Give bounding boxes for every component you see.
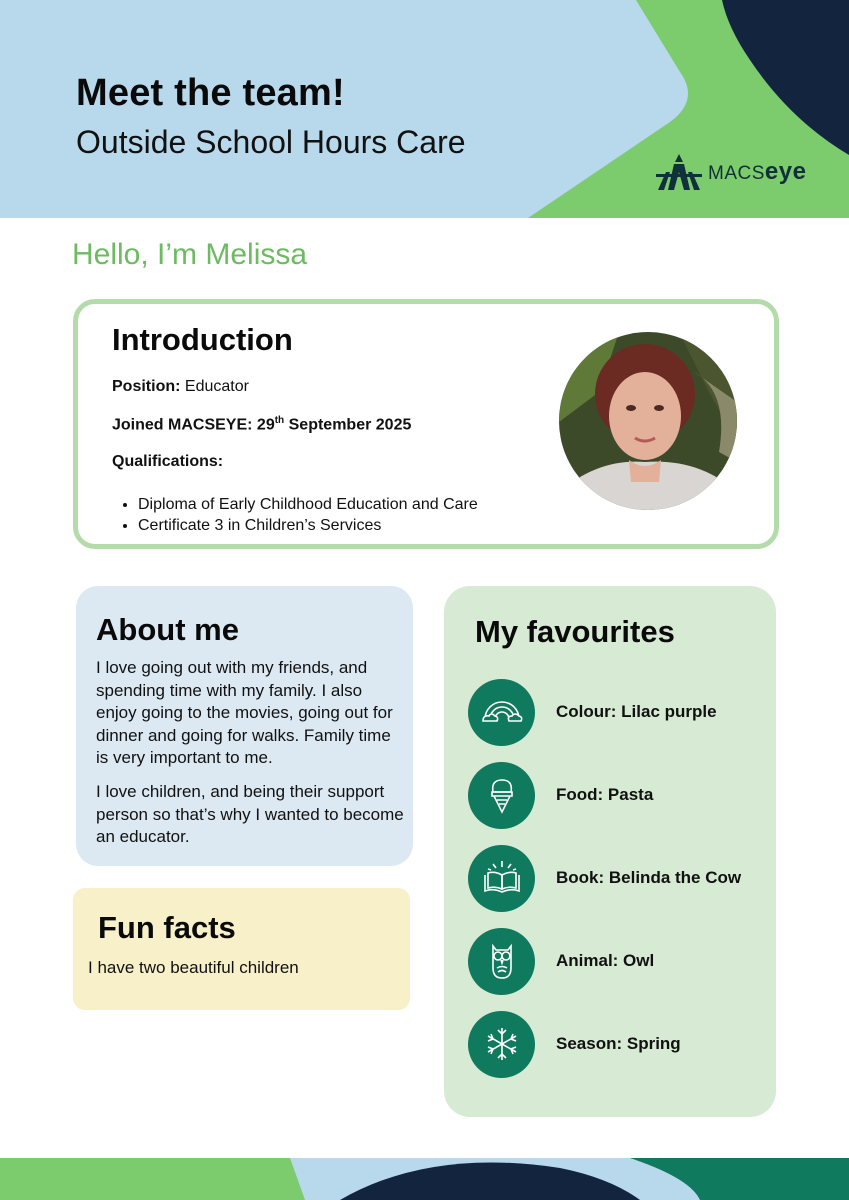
avatar	[559, 332, 737, 510]
page-title: Meet the team!	[76, 72, 345, 114]
footer-banner	[0, 1158, 849, 1200]
favourite-label: Food: Pasta	[556, 785, 654, 804]
joined-day: 29	[256, 416, 275, 434]
greeting: Hello, I’m Melissa	[72, 238, 308, 271]
favourites-card	[444, 586, 776, 1117]
favourite-book	[468, 844, 768, 912]
ice-cream-icon	[468, 762, 535, 829]
macseye-logo	[656, 154, 806, 190]
joined-suffix: th	[274, 415, 285, 426]
owl-icon	[468, 928, 535, 995]
favourite-colour	[468, 678, 768, 746]
introduction-card	[73, 299, 779, 549]
favourite-season	[468, 1010, 768, 1078]
about-me-heading: About me	[96, 612, 239, 647]
favourite-animal	[468, 927, 768, 995]
qualifications-list	[112, 494, 478, 536]
list-item: • Certificate 3 in Children’s Services	[138, 515, 478, 536]
open-book-icon	[468, 845, 535, 912]
position-value: Educator	[184, 378, 249, 395]
list-item: • Diploma of Early Childhood Education and Care	[138, 494, 478, 515]
favourite-label: Animal: Owl	[556, 951, 655, 970]
header-banner	[0, 0, 849, 218]
favourite-label: Book: Belinda the Cow	[556, 868, 742, 887]
position-row	[112, 378, 249, 396]
fun-facts-card	[73, 888, 410, 1010]
favourite-label: Colour: Lilac purple	[556, 702, 717, 721]
snowflake-icon	[468, 1011, 535, 1078]
about-paragraph: I love children, and being their support person so that’s why I wanted to become an educator.	[96, 782, 404, 846]
footer-decoration	[0, 1158, 849, 1200]
joined-label: Joined MACSEYE:	[112, 416, 253, 434]
joined-row	[112, 415, 411, 434]
about-me-card	[76, 586, 413, 866]
about-paragraph: I love going out with my friends, and spending time with my family. I also enjoy going to the movies, going out for dinner and going for walks. Family time is very important to me.	[96, 658, 393, 767]
favourite-label: Season: Spring	[556, 1034, 681, 1053]
qualifications-label: Qualifications:	[112, 453, 224, 470]
favourite-food	[468, 761, 768, 829]
page-subtitle: Outside School Hours Care	[76, 124, 466, 160]
introduction-heading: Introduction	[112, 322, 293, 357]
fun-facts-heading: Fun facts	[98, 910, 236, 945]
fun-fact-text: I have two beautiful children	[88, 958, 299, 977]
macs-logo-icon	[656, 154, 702, 190]
rainbow-icon	[468, 679, 535, 746]
logo-wordmark: MACSeye	[708, 158, 807, 185]
favourites-heading: My favourites	[475, 614, 675, 649]
joined-rest: September 2025	[288, 416, 412, 434]
position-label: Position:	[112, 378, 181, 395]
